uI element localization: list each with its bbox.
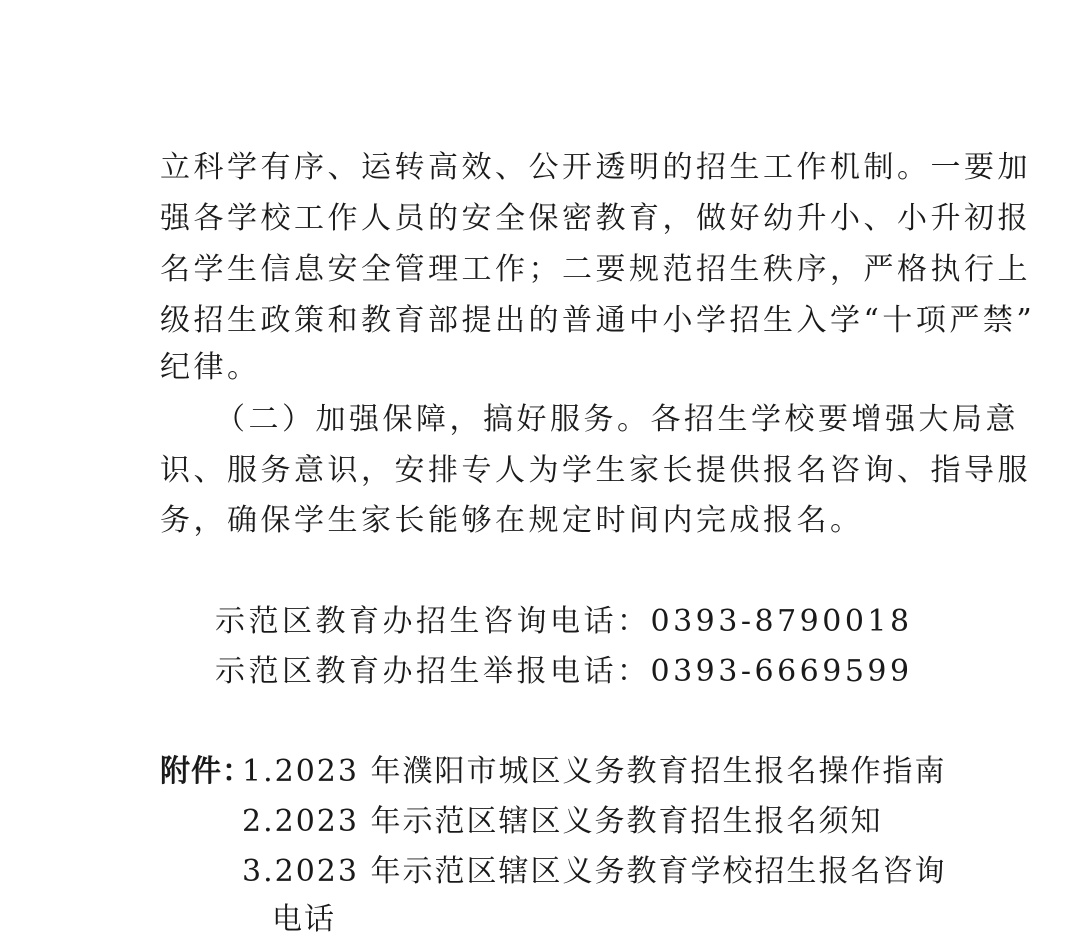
attachment-item: 1.2023 年濮阳市城区义务教育招生报名操作指南 [242, 754, 947, 789]
paragraph-line: 强各学校工作人员的安全保密教育，做好幼升小、小升初报 [160, 201, 1031, 236]
attachment-item: 3.2023 年示范区辖区义务教育学校招生报名咨询 [242, 854, 947, 889]
paragraph-line: 纪律。 [160, 350, 261, 385]
paragraph-line: 名学生信息安全管理工作；二要规范招生秩序，严格执行上 [160, 252, 1031, 287]
paragraph-line: 立科学有序、运转高效、公开透明的招生工作机制。一要加 [160, 150, 1031, 185]
paragraph-line: 级招生政策和教育部提出的普通中小学招生入学“十项严禁” [160, 303, 1036, 338]
paragraph-line: 识、服务意识，安排专人为学生家长提供报名咨询、指导服 [160, 453, 1031, 488]
paragraph-line: 务，确保学生家长能够在规定时间内完成报名。 [160, 503, 864, 538]
attachments-label: 附件： [160, 754, 253, 789]
attachment-item-continued: 电话 [272, 902, 336, 937]
paragraph-line: （二）加强保障，搞好服务。各招生学校要增强大局意 [215, 402, 1019, 437]
attachment-item: 2.2023 年示范区辖区义务教育招生报名须知 [242, 804, 883, 839]
consult-phone-line: 示范区教育办招生咨询电话：0393-8790018 [215, 604, 913, 639]
report-phone-line: 示范区教育办招生举报电话：0393-6669599 [215, 654, 913, 689]
